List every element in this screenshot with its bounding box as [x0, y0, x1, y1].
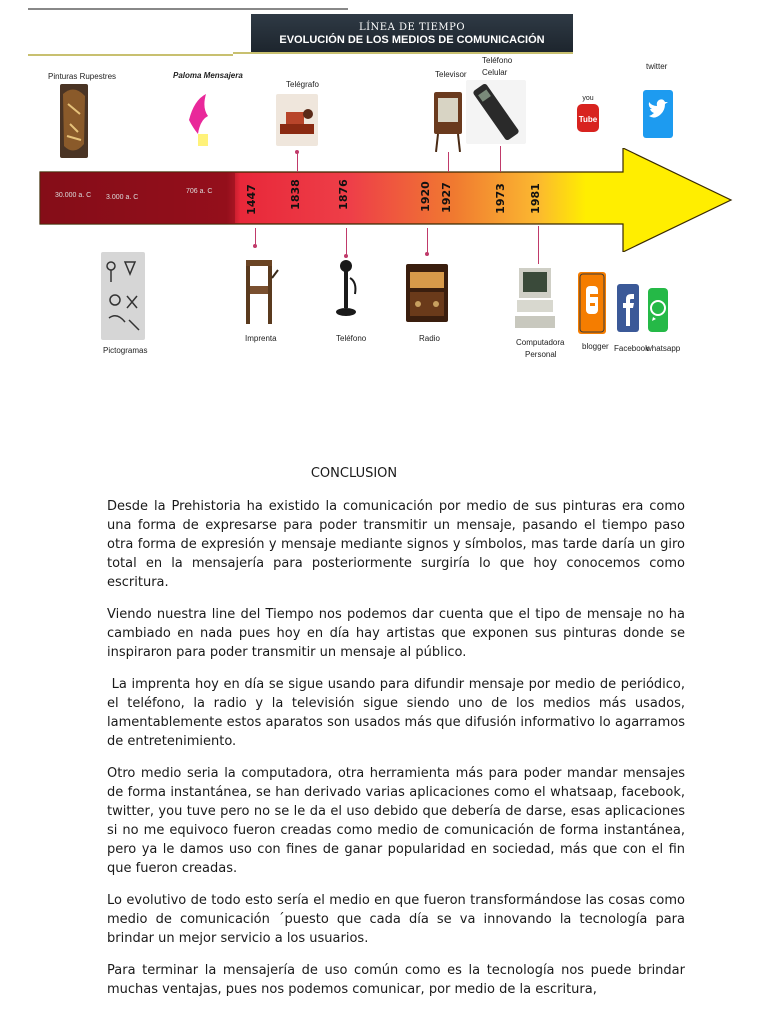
connector-line: [297, 152, 298, 172]
connector-line: [346, 228, 347, 256]
label-paloma-mensajera: Paloma Mensajera: [173, 71, 243, 80]
pigeon-image: [184, 90, 212, 148]
label-telegrafo: Telégrafo: [286, 80, 319, 89]
connector-line: [538, 226, 539, 266]
label-telefono-celular: Teléfono: [482, 56, 513, 65]
radio-image: [406, 264, 448, 322]
label-radio: Radio: [419, 334, 440, 343]
year-label: 1927: [439, 182, 453, 213]
label-telefono: Teléfono: [336, 334, 367, 343]
label-blogger: blogger: [582, 342, 609, 351]
paragraph: Lo evolutivo de todo esto sería el medio en que fueron transformándose las cosas como medio de comunicación ´puesto que cada día se va innovando la tecnología para brindar un mejor servicio a los usuarios.: [107, 893, 685, 946]
era-label: 30.000 a. C: [55, 192, 92, 199]
conclusion-heading: CONCLUSION: [310, 466, 398, 481]
timeline-title: EVOLUCIÓN DE LOS MEDIOS DE COMUNICACIÓN: [279, 34, 545, 46]
telegraph-image: [276, 94, 318, 146]
era-label: 706 a. C: [186, 188, 213, 195]
paragraph: Otro medio seria la computadora, otra herramienta más para poder mandar mensajes de forma instantánea, se han derivado varias aplicaciones como el whatsaap, facebook, twitter, you tuve pero no se le da el uso debido que debería de darse, esas aplicaciones si no me equivoco fueron creadas como medio de comunicación de forma instantánea, pero ya le damos uso con fines de ganar popularidad en sociedad, más que con el fin que fueron creadas.: [107, 766, 685, 876]
label-facebook: Facebook: [614, 344, 650, 353]
connector-line: [448, 152, 449, 172]
connector-line: [427, 228, 428, 254]
paragraph: Viendo nuestra line del Tiempo nos podemos dar cuenta que el tipo de mensaje no ha cambiado en nada pues hoy en día hay artistas que exponen sus pinturas donde se inspiraron para poder transmitir un mensaje al público.: [107, 607, 685, 660]
youtube-icon: [575, 90, 601, 134]
connector-dot: [295, 150, 299, 154]
label-pinturas-rupestres: Pinturas Rupestres: [48, 72, 117, 81]
label-pictogramas: Pictogramas: [103, 346, 148, 355]
title-underline-left: [28, 54, 233, 56]
cave-painting-image: [60, 84, 88, 158]
paragraph: Para terminar la mensajería de uso común como es la tecnología nos puede brindar muchas ventajas, pues nos podemos comunicar, por medio de la escritura,: [107, 963, 685, 997]
year-label: 1973: [493, 183, 507, 214]
timeline-title-box: [251, 14, 573, 54]
year-label: 1920: [418, 181, 432, 212]
facebook-icon: [617, 284, 639, 336]
year-label: 1447: [244, 184, 258, 215]
cell-phone-image: [466, 80, 526, 144]
connector-line: [500, 146, 501, 172]
label-computadora-2: Personal: [525, 350, 557, 359]
year-label: 1981: [528, 183, 542, 214]
svg-text:you: you: [582, 95, 594, 102]
era-label: 3.000 a. C: [106, 194, 139, 201]
pictogram-image: [101, 252, 145, 340]
top-rule: [28, 8, 348, 10]
twitter-icon: [643, 90, 673, 142]
year-label: 1838: [288, 179, 302, 210]
whatsapp-icon: [648, 288, 668, 336]
label-computadora: Computadora: [516, 338, 565, 347]
television-image: [434, 92, 462, 152]
label-twitter: twitter: [646, 62, 668, 71]
printing-press-image: [240, 256, 280, 328]
label-imprenta: Imprenta: [245, 334, 277, 343]
label-whatsapp: whatsapp: [646, 344, 681, 353]
paragraph: Desde la Prehistoria ha existido la comunicación por medio de sus pinturas era como una forma de expresarse para poder transmitir un mensaje, pasando el tiempo paso otra forma de expresión y mensaje mediante signos y símbolos, mas tarde daría un giro total en la mensajería para posteriormente surgiría lo que hoy conocemos como escritura.: [107, 499, 685, 590]
label-telefono-celular-2: Celular: [482, 68, 508, 77]
connector-dot: [425, 252, 429, 256]
telephone-image: [333, 258, 359, 318]
computer-image: [513, 264, 557, 332]
timeline-subtitle: LÍNEA DE TIEMPO: [358, 22, 466, 33]
year-label: 1876: [336, 179, 350, 210]
paragraph: La imprenta hoy en día se sigue usando para difundir mensaje por medio de periódico, el teléfono, la radio y la televisión sigue siendo uno de los medios más usados, lamentablemente estos aparatos son usados más que difusión informativo lo agarramos de entretenimiento.: [107, 677, 690, 749]
connector-dot: [253, 244, 257, 248]
label-televisor: Televisor: [435, 70, 467, 79]
blogger-icon: [578, 272, 606, 338]
title-underline-right: [233, 52, 573, 54]
svg-text:Tube: Tube: [578, 115, 598, 124]
